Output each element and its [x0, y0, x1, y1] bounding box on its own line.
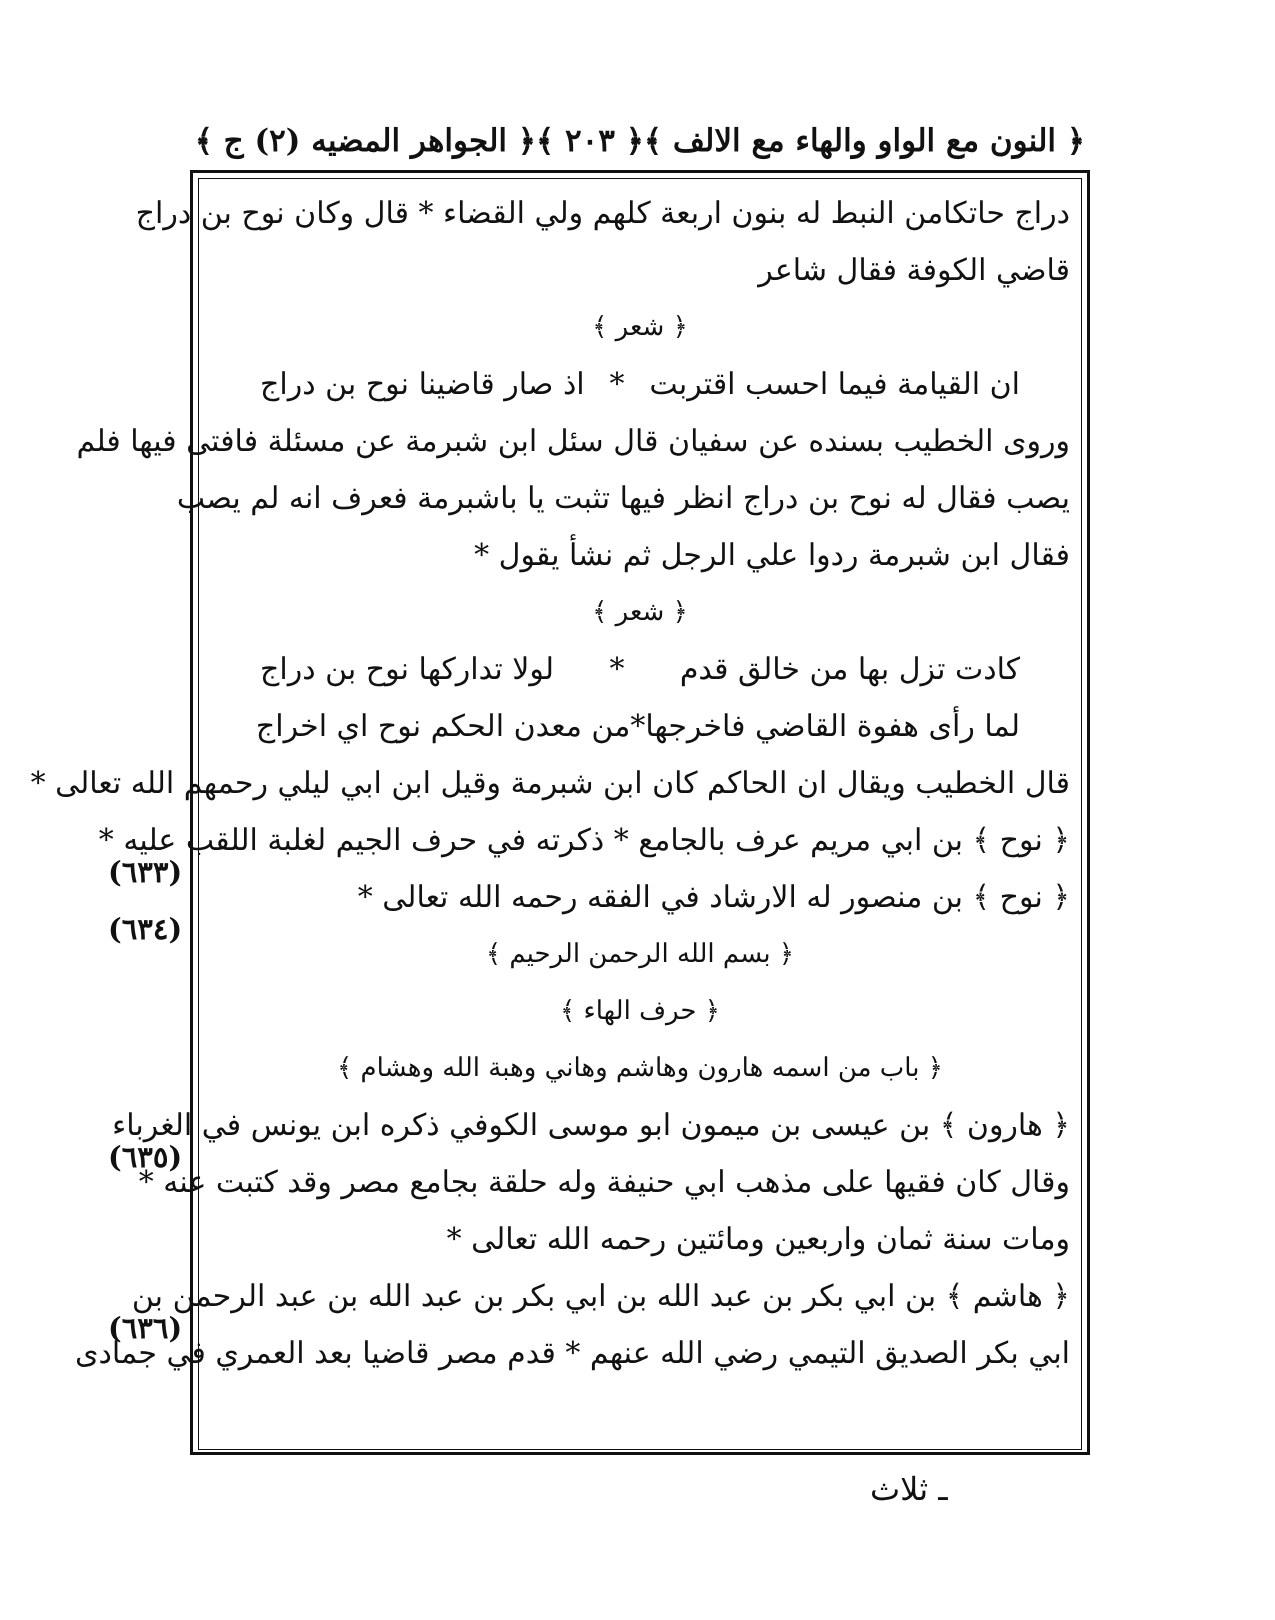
running-header [194, 113, 1085, 169]
verse-hemistich: كادت تزل بها من خالق قدم [679, 652, 1020, 687]
poem-verse [210, 698, 1070, 755]
verse-separator: * [630, 709, 646, 744]
text-line: دراج حاتكامن النبط له بنون اربعة كلهم ولي القضاء * قال وكان نوح بن دراج [135, 196, 1070, 231]
verse-hemistich: ان القيامة فيما احسب اقتربت [649, 367, 1020, 402]
entry-number: (٦٣٣) [108, 855, 183, 889]
verse-hemistich: لولا تداركها نوح بن دراج [260, 652, 555, 687]
section-title: ﴿ حرف الهاء ﴾ [560, 996, 720, 1026]
poem-verse [210, 641, 1070, 698]
text-line: فقال ابن شبرمة ردوا علي الرجل ثم نشأ يقول * [474, 538, 1070, 573]
entry-line: ابي بكر الصديق التيمي رضي الله عنهم * قدم مصر قاضيا بعد العمري في جمادى [75, 1336, 1070, 1371]
poem-heading: ﴿ شعر ﴾ [592, 312, 688, 342]
text-line: يصب فقال له نوح بن دراج انظر فيها تثبت يا باشبرمة فعرف انه لم يصب [176, 481, 1070, 516]
entry-line: ﴿ هارون ﴾ بن عيسى بن ميمون ابو موسى الكوفي ذكره ابن يونس في الغرباء [112, 1108, 1070, 1143]
entry-number: (٦٣٦) [108, 1311, 183, 1345]
entry-number: (٦٣٥) [108, 1140, 183, 1174]
entry-line: وقال كان فقيها على مذهب ابي حنيفة وله حلقة بجامع مصر وقد كتبت عنه * [138, 1165, 1070, 1200]
entry-line: ﴿ نوح ﴾ بن منصور له الارشاد في الفقه رحمه الله تعالى * [357, 880, 1070, 915]
entry-line: ﴿ نوح ﴾ بن ابي مريم عرف بالجامع * ذكرته في حرف الجيم لغلبة اللقب عليه * [98, 823, 1070, 858]
entry-number: (٦٣٤) [108, 912, 183, 946]
verse-hemistich: اذ صار قاضينا نوح بن دراج [260, 367, 585, 402]
chapter-title: ﴿ باب من اسمه هارون وهاشم وهاني وهبة الله وهشام ﴾ [337, 1053, 943, 1083]
entry-line: ﴿ هاشم ﴾ بن ابي بكر بن عبد الله بن ابي بكر بن عبد الله بن عبد الرحمن بن [131, 1279, 1070, 1314]
verse-hemistich: لما رأى هفوة القاضي فاخرجها [645, 709, 1020, 744]
poem-verse [210, 356, 1070, 413]
poem-heading: ﴿ شعر ﴾ [592, 597, 688, 627]
verse-hemistich: من معدن الحكم نوح اي اخراج [255, 709, 631, 744]
basmala: ﴿ بسم الله الرحمن الرحيم ﴾ [485, 939, 795, 969]
header-right-title: ﴿ الجواهر المضيه (٢) ج ﴾ [194, 123, 536, 159]
catchword: ـ ثلاث [870, 1470, 948, 1508]
header-left-title: ﴿ النون مع الواو والهاء مع الالف ﴾ [643, 123, 1085, 159]
verse-separator: * [609, 367, 625, 402]
text-line: قاضي الكوفة فقال شاعر [758, 253, 1070, 288]
header-page-number: ﴿ ٢٠٣ ﴾ [536, 123, 644, 159]
entry-line: ومات سنة ثمان واربعين ومائتين رحمه الله تعالى * [446, 1222, 1070, 1257]
text-line: وروى الخطيب بسنده عن سفيان قال سئل ابن شبرمة عن مسئلة فافتى فيها فلم [76, 424, 1070, 459]
verse-separator: * [609, 652, 625, 687]
text-line: قال الخطيب ويقال ان الحاكم كان ابن شبرمة وقيل ابن ابي ليلي رحمهم الله تعالى * [30, 766, 1070, 801]
